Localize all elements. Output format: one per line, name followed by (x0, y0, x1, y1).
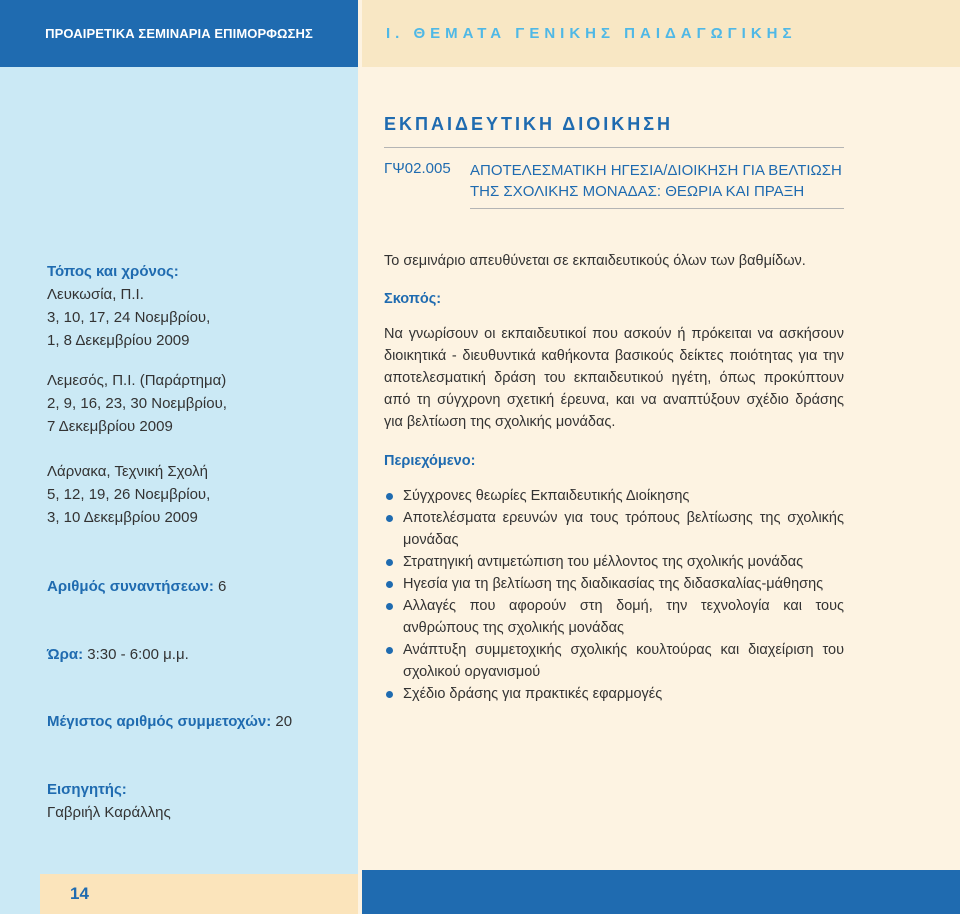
list-item: Σύγχρονες θεωρίες Εκπαιδευτικής Διοίκησης (384, 485, 844, 507)
category-title: Ι. ΘΕΜΑΤΑ ΓΕΝΙΚΗΣ ΠΑΙΔΑΓΩΓΙΚΗΣ (386, 25, 797, 42)
place-time-block: Τόπος και χρόνος: Λευκωσία, Π.Ι. 3, 10, 17, 24 Νοεμβρίου, 1, 8 Δεκεμβρίου 2009 (47, 260, 210, 352)
list-item: Αλλαγές που αφορούν στη δομή, την τεχνολογία και τους ανθρώπους της σχολικής μονάδας (384, 595, 844, 639)
divider-top (384, 147, 844, 148)
footer-right (362, 870, 960, 914)
bullet-icon (386, 581, 393, 588)
header-right (362, 0, 960, 67)
list-item: Ηγεσία για τη βελτίωση της διαδικασίας της διδασκαλίας-μάθησης (384, 573, 844, 595)
page-number: 14 (70, 884, 89, 903)
bullet-icon (386, 691, 393, 698)
goal-text: Να γνωρίσουν οι εκπαιδευτικοί που ασκούν ή πρόκειται να ασκήσουν διοικητικά - διευθυντικά καθήκοντα βασικούς δείκτες ποιότητας για την αποτελεσματική δράση του εκπαιδευτικού ηγέτη, όπως προκύπτουν από τη σύγχρονη σχετική έρευνα, και να αναπτύξουν σχέδιο δράσης για βελτίωση της σχολικής μονάδας. (384, 326, 844, 430)
time: Ώρα: 3:30 - 6:00 μ.μ. (47, 646, 189, 663)
footer-left (0, 870, 358, 914)
bullet-icon (386, 559, 393, 566)
page-number-box (40, 874, 358, 914)
series-title: ΠΡΟΑΙΡΕΤΙΚΑ ΣΕΜΙΝΑΡΙΑ ΕΠΙΜΟΡΦΩΣΗΣ (45, 26, 313, 41)
audience-text: Το σεμινάριο απευθύνεται σε εκπαιδευτικούς όλων των βαθμίδων. (384, 253, 806, 269)
divider-bottom (470, 208, 844, 209)
header-left (0, 0, 358, 67)
list-item: Σχέδιο δράσης για πρακτικές εφαρμογές (384, 683, 844, 705)
list-item: Στρατηγική αντιμετώπιση του μέλλοντος της σχολικής μονάδας (384, 551, 844, 573)
bullet-icon (386, 603, 393, 610)
list-item: Αποτελέσματα ερευνών για τους τρόπους βελτίωσης της σχολικής μονάδας (384, 507, 844, 551)
list-item: Ανάπτυξη συμμετοχικής σχολικής κουλτούρας και διαχείριση του σχολικού οργανισμού (384, 639, 844, 683)
bullet-icon (386, 493, 393, 500)
bullet-icon (386, 515, 393, 522)
goal-label: Σκοπός: (384, 291, 442, 307)
instructor: Εισηγητής: Γαβριήλ Καράλλης (47, 781, 171, 821)
meetings-count: Αριθμός συναντήσεων: 6 (47, 578, 227, 595)
course-code: ΓΨ02.005 (384, 160, 451, 177)
location-line: 1, 8 Δεκεμβρίου 2009 (47, 332, 190, 349)
course-title: ΑΠΟΤΕΛΕΣΜΑΤΙΚΗ ΗΓΕΣΙΑ/ΔΙΟΙΚΗΣΗ ΓΙΑ ΒΕΛΤΙΩΣΗ ΤΗΣ ΣΧΟΛΙΚΗΣ ΜΟΝΑΔΑΣ: ΘΕΩΡΙΑ ΚΑΙ ΠΡΑΞΗ (470, 162, 842, 200)
location-block-3: Λάρνακα, Τεχνική Σχολή 5, 12, 19, 26 Νοεμβρίου, 3, 10 Δεκεμβρίου 2009 (47, 463, 211, 526)
section-title: ΕΚΠΑΙΔΕΥΤΙΚΗ ΔΙΟΙΚΗΣΗ (384, 114, 674, 134)
content-label: Περιεχόμενο: (384, 453, 476, 469)
location-line: Λευκωσία, Π.Ι. (47, 286, 144, 303)
max-participants: Μέγιστος αριθμός συμμετοχών: 20 (47, 713, 293, 730)
content-list (384, 485, 844, 705)
bullet-icon (386, 647, 393, 654)
location-line: 3, 10, 17, 24 Νοεμβρίου, (47, 309, 211, 326)
location-block-2: Λεμεσός, Π.Ι. (Παράρτημα) 2, 9, 16, 23, 30 Νοεμβρίου, 7 Δεκεμβρίου 2009 (47, 372, 227, 435)
